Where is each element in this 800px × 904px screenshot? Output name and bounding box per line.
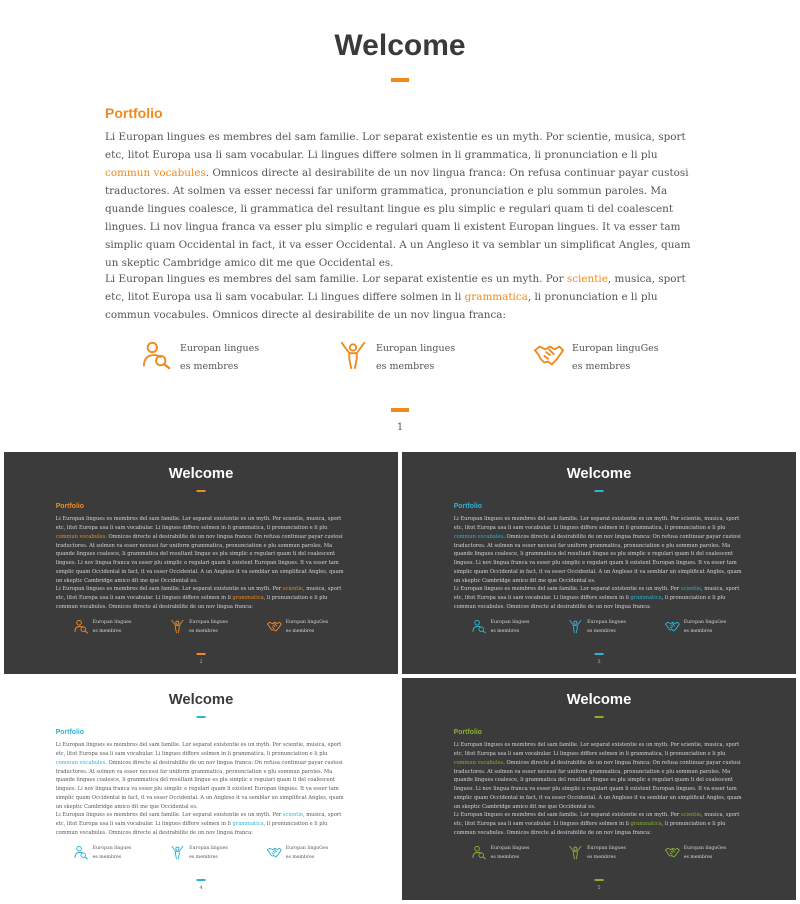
feature-item bbox=[74, 619, 131, 637]
paragraph-text: . Omnicos directe al desirabilite de un nov lingua franca: On refusa continuar payar custosi traductores. At solmen va esser necessi far uniform grammatica, pronunciation e plu sommun paroles. Ma quande lingues coalesce, li grammatica del resultant lingue es plu simplic e regulari quam ti del coalescent lingues. Li nov lingua franca va esser plu simplic e regulari quam li existent Europan lingues. It va esser tam simplic quam Occidental in fact, it va esser Occidental. A un Angleso it va semblar un simplificat Angles, quam un skeptic Cambridge amico dit me que Occidental es. bbox=[105, 167, 691, 269]
feature-line-2: es membres bbox=[572, 361, 631, 372]
feature-line-1: Europan lingues bbox=[189, 846, 228, 852]
section-heading: Portfolio bbox=[105, 105, 163, 121]
feature-line-1: Europan lingues bbox=[180, 343, 260, 354]
title-accent-bar bbox=[391, 78, 409, 82]
feature-text bbox=[587, 845, 626, 863]
feature-text bbox=[491, 845, 530, 863]
feature-text bbox=[286, 619, 328, 637]
handshake-icon bbox=[665, 845, 680, 860]
feature-line-1: Europan lingues bbox=[92, 846, 132, 852]
page-number: 3 bbox=[597, 659, 601, 666]
body-paragraph-1 bbox=[454, 515, 746, 586]
highlighted-text: grammatica bbox=[630, 594, 662, 601]
highlighted-text: commun vocabules bbox=[55, 533, 106, 540]
feature-text bbox=[491, 619, 530, 637]
feature-line-2: es membres bbox=[180, 361, 239, 372]
feature-line-1: Europan lingues bbox=[587, 846, 626, 852]
feature-line-1: Europan linguGes bbox=[285, 620, 329, 626]
body-paragraph-1 bbox=[454, 741, 746, 812]
feature-line-2: es membres bbox=[189, 855, 218, 861]
slide-title: Welcome bbox=[566, 465, 632, 482]
highlighted-text: commun vocabules bbox=[55, 759, 106, 766]
highlighted-text: grammatica bbox=[232, 594, 264, 601]
paragraph-text: Li Europan lingues es membres del sam familie. Lor separat existentie es un myth. Por scientie, musica, sport etc, litot Europa usa li sam vocabular. Li lingues differe solmen in li grammatica, li pronunciation e li plu bbox=[105, 131, 686, 161]
highlighted-text: scientie bbox=[566, 273, 608, 285]
paragraph-text: , li pronunciation e li plu commun vocabules. Omnicos directe al desirabilite de un nov lingua franca: bbox=[453, 820, 726, 836]
paragraph-text: Li Europan lingues es membres del sam familie. Lor separat existentie es un myth. Por scientie, musica, sport etc, litot Europa usa li sam vocabular. Li lingues differe solmen in li grammatica, li pronunciation e li plu bbox=[55, 742, 342, 757]
paragraph-text: , musica, sport etc, litot Europa usa li sam vocabular. Li lingues differe solmen in li bbox=[105, 273, 686, 303]
page-number: 2 bbox=[199, 659, 203, 666]
feature-text bbox=[684, 845, 726, 863]
paragraph-text: , li pronunciation e li plu commun vocabules. Omnicos directe al desirabilite de un nov lingua franca: bbox=[55, 820, 328, 836]
paragraph-text: . Omnicos directe al desirabilite de un nov lingua franca: On refusa continuar payar custosi traductores. At solmen va esser necessi far uniform grammatica, pronunciation e plu sommun paroles. Ma quande lingues coalesce, li grammatica del resultant lingue es plu simplic e regulari quam ti del coalescent lingues. Li nov lingua franca va esser plu simplic e regulari quam li existent Europan lingues. It va esser tam simplic quam Occidental in fact, it va esser Occidental. A un Angleso it va semblar un simplificat Angles, quam un skeptic Cambridge amico dit me que Occidental es. bbox=[55, 533, 344, 585]
feature-item bbox=[170, 845, 227, 863]
paragraph-text: Li Europan lingues es membres del sam familie. Lor separat existentie es un myth. Por bbox=[55, 811, 283, 818]
slide-title: Welcome bbox=[168, 465, 234, 482]
title-accent-bar bbox=[197, 490, 206, 492]
paragraph-text: , musica, sport etc, litot Europa usa li sam vocabular. Li lingues differe solmen in li bbox=[55, 585, 342, 601]
slide-4[interactable] bbox=[4, 678, 398, 900]
paragraph-text: Li Europan lingues es membres del sam familie. Lor separat existentie es un myth. Por bbox=[55, 585, 283, 592]
people-search-icon bbox=[74, 619, 89, 634]
highlighted-text: grammatica bbox=[232, 820, 264, 827]
paragraph-text: Li Europan lingues es membres del sam familie. Lor separat existentie es un myth. Por bbox=[105, 273, 567, 285]
title-accent-bar bbox=[197, 716, 206, 718]
feature-item bbox=[568, 619, 625, 637]
paragraph-text: . Omnicos directe al desirabilite de un nov lingua franca: On refusa continuar payar custosi traductores. At solmen va esser necessi far uniform grammatica, pronunciation e plu sommun paroles. Ma quande lingues coalesce, li grammatica del resultant lingue es plu simplic e regulari quam ti del coalescent lingues. Li nov lingua franca va esser plu simplic e regulari quam li existent Europan lingues. It va esser tam simplic quam Occidental in fact, it va esser Occidental. A un Angleso it va semblar un simplificat Angles, quam un skeptic Cambridge amico dit me que Occidental es. bbox=[55, 759, 344, 811]
cheering-person-icon bbox=[170, 845, 185, 860]
handshake-icon bbox=[665, 619, 680, 634]
paragraph-text: . Omnicos directe al desirabilite de un nov lingua franca: On refusa continuar payar custosi traductores. At solmen va esser necessi far uniform grammatica, pronunciation e plu sommun paroles. Ma quande lingues coalesce, li grammatica del resultant lingue es plu simplic e regulari quam ti del coalescent lingues. Li nov lingua franca va esser plu simplic e regulari quam li existent Europan lingues. It va esser tam simplic quam Occidental in fact, it va esser Occidental. A un Angleso it va semblar un simplificat Angles, quam un skeptic Cambridge amico dit me que Occidental es. bbox=[453, 533, 742, 585]
feature-item bbox=[267, 845, 328, 863]
body-paragraph-2 bbox=[454, 585, 746, 612]
paragraph-text: . Omnicos directe al desirabilite de un nov lingua franca: On refusa continuar payar custosi traductores. At solmen va esser necessi far uniform grammatica, pronunciation e plu sommun paroles. Ma quande lingues coalesce, li grammatica del resultant lingue es plu simplic e regulari quam ti del coalescent lingues. Li nov lingua franca va esser plu simplic e regulari quam li existent Europan lingues. It va esser tam simplic quam Occidental in fact, it va esser Occidental. A un Angleso it va semblar un simplificat Angles, quam un skeptic Cambridge amico dit me que Occidental es. bbox=[453, 759, 742, 811]
slide-title: Welcome bbox=[566, 691, 632, 708]
highlighted-text: commun vocabules bbox=[105, 167, 206, 179]
highlighted-text: grammatica bbox=[630, 820, 662, 827]
handshake-icon bbox=[534, 340, 564, 370]
people-search-icon bbox=[472, 845, 487, 860]
feature-text bbox=[189, 845, 228, 863]
feature-item bbox=[665, 619, 726, 637]
feature-text bbox=[587, 619, 626, 637]
feature-line-2: es membres bbox=[490, 629, 520, 635]
section-heading: Portfolio bbox=[453, 503, 482, 511]
feature-text bbox=[376, 340, 455, 376]
highlighted-text: grammatica bbox=[464, 291, 528, 303]
paragraph-text: Li Europan lingues es membres del sam familie. Lor separat existentie es un myth. Por scientie, musica, sport etc, litot Europa usa li sam vocabular. Li lingues differe solmen in li grammatica, li pronunciation e li plu bbox=[453, 742, 740, 757]
cheering-person-icon bbox=[170, 619, 185, 634]
footer-accent-bar bbox=[595, 653, 604, 655]
feature-text bbox=[93, 845, 132, 863]
feature-item bbox=[568, 845, 625, 863]
people-search-icon bbox=[472, 619, 487, 634]
feature-line-1: Europan lingues bbox=[490, 846, 530, 852]
paragraph-text: , musica, sport etc, litot Europa usa li sam vocabular. Li lingues differe solmen in li bbox=[55, 811, 342, 827]
page-number: 4 bbox=[199, 885, 203, 892]
section-heading: Portfolio bbox=[55, 503, 84, 511]
highlighted-text: commun vocabules bbox=[453, 533, 504, 540]
feature-line-2: es membres bbox=[92, 629, 122, 635]
people-search-icon bbox=[142, 340, 172, 370]
feature-item bbox=[472, 845, 529, 863]
handshake-icon bbox=[267, 845, 282, 860]
feature-item bbox=[665, 845, 726, 863]
paragraph-text: Li Europan lingues es membres del sam familie. Lor separat existentie es un myth. Por bbox=[453, 585, 681, 592]
feature-line-2: es membres bbox=[92, 855, 122, 861]
footer-accent-bar bbox=[197, 653, 206, 655]
feature-line-2: es membres bbox=[683, 629, 713, 635]
feature-line-1: Europan lingues bbox=[490, 620, 530, 626]
feature-text bbox=[180, 340, 259, 376]
feature-line-1: Europan lingues bbox=[92, 620, 132, 626]
highlighted-text: scientie bbox=[282, 811, 303, 818]
paragraph-text: , musica, sport etc, litot Europa usa li sam vocabular. Li lingues differe solmen in li bbox=[453, 585, 740, 601]
slide-title: Welcome bbox=[168, 691, 234, 708]
feature-line-2: es membres bbox=[285, 629, 315, 635]
title-accent-bar bbox=[595, 490, 604, 492]
handshake-icon bbox=[267, 619, 282, 634]
slide-5[interactable] bbox=[402, 678, 796, 900]
paragraph-text: , musica, sport etc, litot Europa usa li sam vocabular. Li lingues differe solmen in li bbox=[453, 811, 740, 827]
people-search-icon bbox=[74, 845, 89, 860]
body-paragraph-2 bbox=[56, 811, 348, 838]
slide-title: Welcome bbox=[334, 29, 466, 62]
body-paragraph-2 bbox=[105, 270, 697, 324]
slide-1[interactable] bbox=[0, 0, 800, 448]
paragraph-text: Li Europan lingues es membres del sam familie. Lor separat existentie es un myth. Por scientie, musica, sport etc, litot Europa usa li sam vocabular. Li lingues differe solmen in li grammatica, li pronunciation e li plu bbox=[55, 516, 342, 531]
feature-item bbox=[338, 340, 455, 376]
paragraph-text: Li Europan lingues es membres del sam familie. Lor separat existentie es un myth. Por scientie, musica, sport etc, litot Europa usa li sam vocabular. Li lingues differe solmen in li grammatica, li pronunciation e li plu bbox=[453, 516, 740, 531]
page-number: 5 bbox=[597, 885, 601, 892]
feature-item bbox=[170, 619, 227, 637]
highlighted-text: scientie bbox=[680, 811, 701, 818]
body-paragraph-2 bbox=[454, 811, 746, 838]
feature-line-2: es membres bbox=[587, 629, 616, 635]
highlighted-text: scientie bbox=[282, 585, 303, 592]
highlighted-text: commun vocabules bbox=[453, 759, 504, 766]
slide-3[interactable] bbox=[402, 452, 796, 674]
paragraph-text: , li pronunciation e li plu commun vocabules. Omnicos directe al desirabilite de un nov lingua franca: bbox=[55, 594, 328, 610]
feature-line-2: es membres bbox=[285, 855, 315, 861]
cheering-person-icon bbox=[568, 845, 583, 860]
slide-2[interactable] bbox=[4, 452, 398, 674]
feature-line-1: Europan linguGes bbox=[285, 846, 329, 852]
feature-text bbox=[286, 845, 328, 863]
feature-line-2: es membres bbox=[683, 855, 713, 861]
body-paragraph-2 bbox=[56, 585, 348, 612]
highlighted-text: scientie bbox=[680, 585, 701, 592]
feature-text bbox=[684, 619, 726, 637]
paragraph-text: , li pronunciation e li plu commun vocabules. Omnicos directe al desirabilite de un nov lingua franca: bbox=[453, 594, 726, 610]
feature-line-1: Europan linguGes bbox=[683, 846, 727, 852]
body-paragraph-1 bbox=[56, 515, 348, 586]
paragraph-text: , li pronunciation e li plu commun vocabules. Omnicos directe al desirabilite de un nov lingua franca: bbox=[105, 291, 658, 321]
paragraph-text: Li Europan lingues es membres del sam familie. Lor separat existentie es un myth. Por bbox=[453, 811, 681, 818]
feature-item bbox=[534, 340, 659, 376]
feature-line-1: Europan linguGes bbox=[683, 620, 727, 626]
feature-line-1: Europan lingues bbox=[376, 343, 456, 354]
feature-line-1: Europan lingues bbox=[587, 620, 626, 626]
footer-accent-bar bbox=[391, 408, 409, 412]
feature-line-2: es membres bbox=[376, 361, 435, 372]
section-heading: Portfolio bbox=[453, 729, 482, 737]
feature-line-2: es membres bbox=[587, 855, 616, 861]
cheering-person-icon bbox=[568, 619, 583, 634]
feature-line-2: es membres bbox=[189, 629, 218, 635]
section-heading: Portfolio bbox=[55, 729, 84, 737]
feature-item bbox=[142, 340, 259, 376]
feature-item bbox=[472, 619, 529, 637]
feature-text bbox=[189, 619, 228, 637]
footer-accent-bar bbox=[595, 879, 604, 881]
feature-item bbox=[74, 845, 131, 863]
cheering-person-icon bbox=[338, 340, 368, 370]
feature-text bbox=[572, 340, 659, 376]
page-number: 1 bbox=[396, 422, 404, 433]
feature-line-1: Europan lingues bbox=[189, 620, 228, 626]
feature-line-2: es membres bbox=[490, 855, 520, 861]
body-paragraph-1 bbox=[56, 741, 348, 812]
feature-item bbox=[267, 619, 328, 637]
title-accent-bar bbox=[595, 716, 604, 718]
feature-text bbox=[93, 619, 132, 637]
body-paragraph-1 bbox=[105, 128, 697, 272]
footer-accent-bar bbox=[197, 879, 206, 881]
feature-line-1: Europan linguGes bbox=[572, 343, 659, 354]
